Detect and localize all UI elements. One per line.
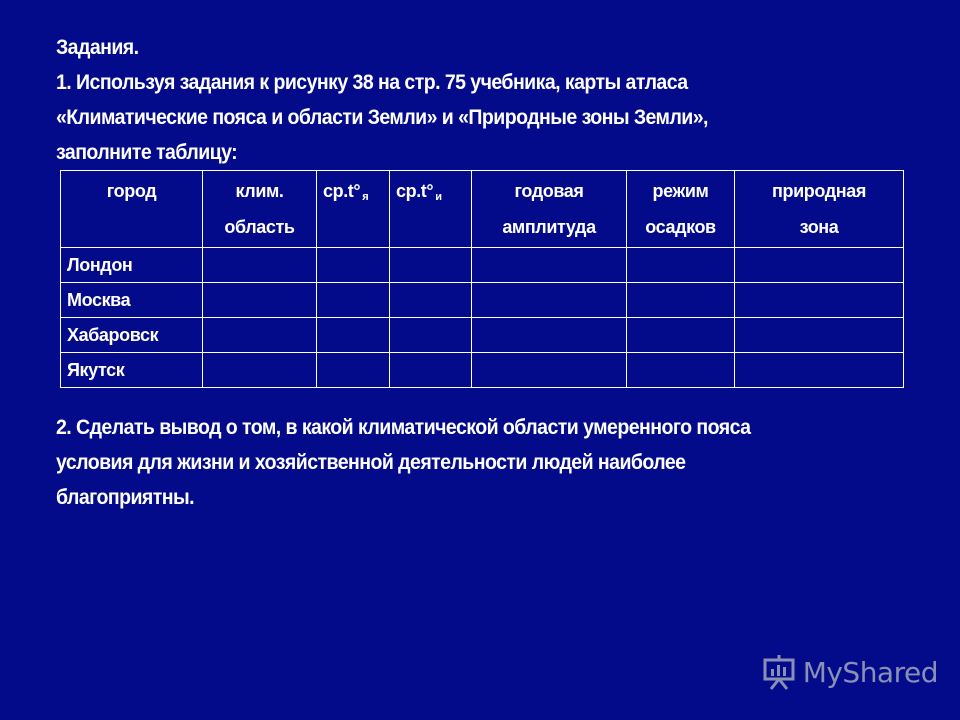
header-avg-temp-january: ср.t° $_я$: [317, 171, 390, 248]
header-annual-amplitude: годовая амплитуда: [472, 171, 627, 248]
task2-line: условия для жизни и хозяйственной деятельности людей наиболее: [56, 451, 686, 474]
header-natural-zone: природная зона: [735, 171, 904, 248]
task2-line: 2. Сделать вывод о том, в какой климатической области умеренного пояса: [56, 416, 751, 439]
table-row: [61, 318, 904, 353]
table-header-row: [61, 171, 904, 248]
header-precipitation-regime: режим осадков: [627, 171, 735, 248]
task2-line: благоприятны.: [56, 486, 195, 509]
table-cell: [390, 353, 472, 388]
table-cell: [627, 248, 735, 283]
header-climate-region: клим. область: [203, 171, 317, 248]
table-cell: [203, 353, 317, 388]
table-cell: [472, 353, 627, 388]
table-cell: [203, 318, 317, 353]
watermark-text: MyShared: [802, 655, 938, 689]
table-cell: [627, 283, 735, 318]
task1-line: заполните таблицу:: [56, 141, 238, 164]
table-row: [61, 353, 904, 388]
city-cell: Якутск: [61, 353, 203, 388]
conclusion-text: [56, 410, 874, 515]
table-cell: [203, 248, 317, 283]
tasks-heading: Задания.: [56, 36, 139, 59]
table-cell: [627, 318, 735, 353]
table-row: [61, 248, 904, 283]
table-cell: [735, 318, 904, 353]
table-cell: [390, 248, 472, 283]
table-cell: [203, 283, 317, 318]
task1-line: «Климатические пояса и области Земли» и «Природные зоны Земли»,: [56, 106, 708, 129]
table-cell: [735, 283, 904, 318]
table-cell: [317, 283, 390, 318]
table-cell: [472, 318, 627, 353]
table-cell: [390, 318, 472, 353]
table-cell: [735, 248, 904, 283]
presentation-board-icon: [759, 652, 799, 692]
cities-climate-table: [60, 170, 904, 388]
table-cell: [317, 248, 390, 283]
task1-line: 1. Используя задания к рисунку 38 на стр. 75 учебника, карты атласа: [56, 71, 688, 94]
city-cell: Лондон: [61, 248, 203, 283]
header-city: город: [61, 171, 203, 248]
myshared-watermark: [759, 652, 938, 692]
table-cell: [317, 318, 390, 353]
header-avg-temp-july: ср.t° $_и$: [390, 171, 472, 248]
table-cell: [472, 283, 627, 318]
table-cell: [390, 283, 472, 318]
table-cell: [627, 353, 735, 388]
table-cell: [735, 353, 904, 388]
city-cell: Хабаровск: [61, 318, 203, 353]
intro-text: [56, 30, 856, 170]
table-cell: [317, 353, 390, 388]
table-row: [61, 283, 904, 318]
table-cell: [472, 248, 627, 283]
city-cell: Москва: [61, 283, 203, 318]
